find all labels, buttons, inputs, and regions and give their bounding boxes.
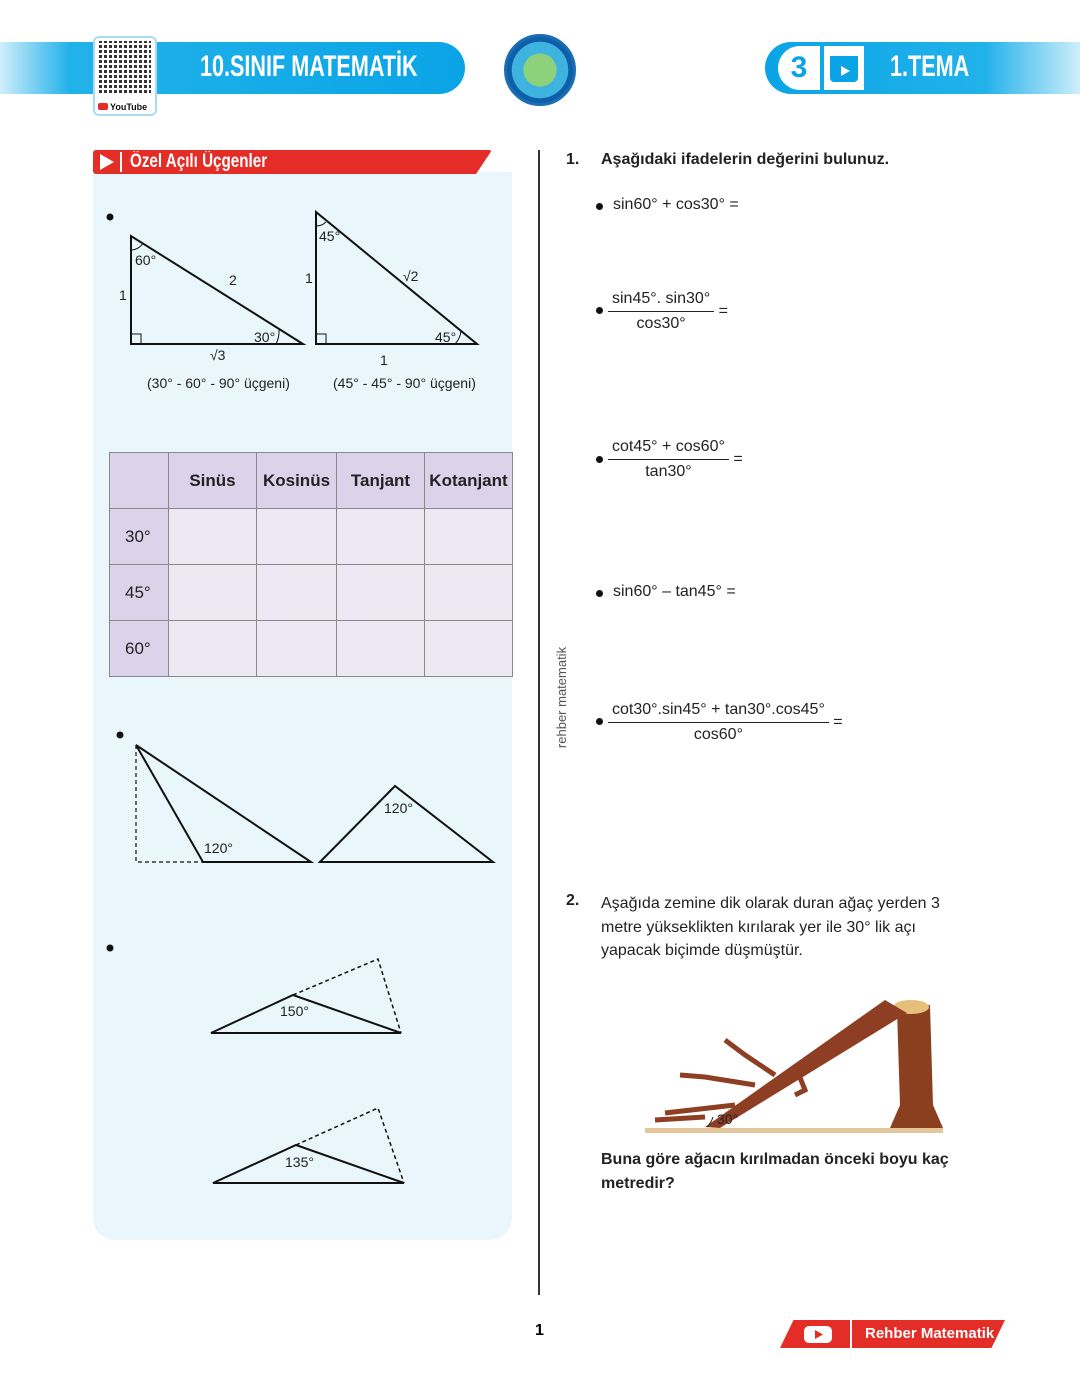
- header-title: 10.SINIF MATEMATİK: [200, 50, 418, 83]
- q1-number: 1.: [566, 151, 580, 168]
- bullet: [596, 456, 603, 463]
- cell[interactable]: [169, 565, 257, 621]
- obtuse-angle-4: 135°: [285, 1154, 314, 1170]
- obtuse-angle-3: 150°: [280, 1003, 309, 1019]
- t1-hypotenuse: 2: [229, 272, 237, 288]
- cell[interactable]: [425, 565, 513, 621]
- row-label: 60°: [110, 621, 169, 677]
- q1-item-3: $\frac{\cot 45^\circ + \cos 60^\circ}{\tan 30^\circ}$ =: [608, 438, 743, 481]
- trig-table: [109, 452, 513, 677]
- bullet: [596, 590, 603, 597]
- sidebar-text: rehber matematik: [554, 641, 569, 754]
- t2-side-left: 1: [305, 270, 313, 286]
- cell[interactable]: [169, 621, 257, 677]
- t2-caption: (45° - 45° - 90° üçgeni): [333, 375, 476, 391]
- cell[interactable]: [425, 509, 513, 565]
- section-title: Özel Açılı Üçgenler: [130, 151, 268, 172]
- t2-base: 1: [380, 352, 388, 368]
- unit-number: 3: [778, 46, 820, 90]
- channel-name: Rehber Matematik: [865, 1325, 995, 1342]
- t1-side-left: 1: [119, 287, 127, 303]
- q2-text: Aşağıda zemine dik olarak duran ağaç yerden 3 metre yükseklikten kırılarak yer ile 30° lik açı yapacak biçimde düşmüştür.: [601, 895, 940, 959]
- t1-caption: (30° - 60° - 90° üçgeni): [147, 375, 290, 391]
- page-number: 1: [535, 1322, 544, 1339]
- q2-question: Buna göre ağacın kırılmadan önceki boyu kaç metredir?: [601, 1151, 949, 1192]
- obtuse-angle-1: 120°: [204, 840, 233, 856]
- q1-item-2: $\frac{\sin 45^\circ. \sin 30^\circ}{\cos 30^\circ}$ =: [608, 290, 728, 333]
- tree-angle: 30°: [717, 1111, 739, 1127]
- q1-item-5: $\frac{\cot 30^\circ.\sin 45^\circ + \tan 30^\circ.\cos 45^\circ}{\cos 60^\circ}$ =: [608, 701, 843, 744]
- cell[interactable]: [257, 565, 337, 621]
- bullet: [596, 718, 603, 725]
- brand-logo: [504, 34, 576, 106]
- t2-angle-top: 45°: [319, 228, 341, 244]
- q1-item-4: sin60° – tan45° =: [613, 583, 736, 600]
- t2-hypotenuse: √2: [403, 268, 419, 284]
- t2-angle-right: 45°: [435, 329, 457, 345]
- qr-code[interactable]: [93, 36, 157, 116]
- obtuse-angle-2: 120°: [384, 800, 413, 816]
- cell[interactable]: [425, 621, 513, 677]
- theme-title: 1.TEMA: [890, 50, 970, 83]
- header-cot: Kotanjant: [425, 453, 513, 509]
- q1-text: Aşağıdaki ifadelerin değerini bulunuz.: [601, 151, 890, 168]
- youtube-icon: [98, 103, 108, 110]
- video-icon[interactable]: [824, 46, 864, 90]
- header-cos: Kosinüs: [257, 453, 337, 509]
- q1-item-1: sin60° + cos30° =: [613, 196, 739, 213]
- youtube-icon: [803, 1324, 833, 1344]
- column-divider: [538, 150, 540, 1295]
- fallen-tree-illustration: [645, 985, 945, 1140]
- cell[interactable]: [337, 621, 425, 677]
- bullet: [596, 307, 603, 314]
- t1-base: √3: [210, 347, 226, 363]
- t1-angle-right: 30°: [254, 329, 276, 345]
- cell[interactable]: [257, 621, 337, 677]
- t1-angle-top: 60°: [135, 252, 157, 268]
- row-label: 30°: [110, 509, 169, 565]
- youtube-label: YouTube: [98, 102, 147, 112]
- divider: [120, 152, 122, 172]
- cell[interactable]: [169, 509, 257, 565]
- header-sin: Sinüs: [169, 453, 257, 509]
- cell[interactable]: [257, 509, 337, 565]
- header-tan: Tanjant: [337, 453, 425, 509]
- cell[interactable]: [337, 565, 425, 621]
- q2-number: 2.: [566, 892, 580, 909]
- header-empty: [110, 453, 169, 509]
- divider: [850, 1320, 852, 1348]
- row-label: 45°: [110, 565, 169, 621]
- cell[interactable]: [337, 509, 425, 565]
- bullet: [596, 203, 603, 210]
